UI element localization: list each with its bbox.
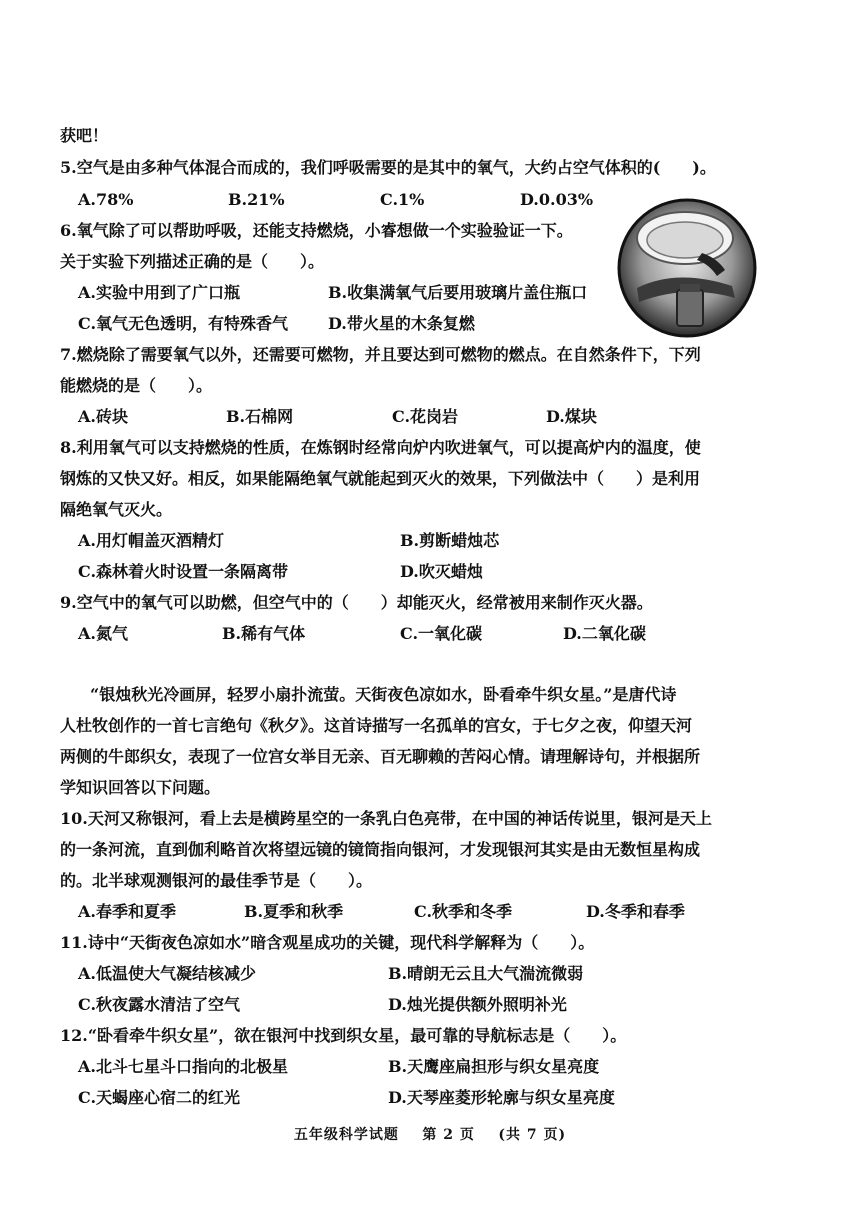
page-footer: 五年级科学试题 第 2 页 (共 7 页) (293, 1127, 567, 1143)
passage-line4: 学知识回答以下问题。 (60, 778, 221, 797)
q10-option-c: C.秋季和冬季 (414, 902, 513, 921)
q9-option-b: B.稀有气体 (222, 624, 306, 643)
q8-option-a: A.用灯帽盖灭酒精灯 (78, 531, 224, 550)
q11-stem: 11.诗中“天街夜色凉如水”暗含观星成功的关键，现代科学解释为（ ）。 (60, 933, 595, 952)
q11-option-a: A.低温使大气凝结核减少 (78, 964, 256, 983)
q8-option-d: D.吹灭蜡烛 (400, 562, 483, 581)
q7-stem-line2: 能燃烧的是（ ）。 (60, 376, 213, 395)
header-fragment: 获吧！ (60, 126, 109, 145)
q9-option-d: D.二氧化碳 (563, 624, 646, 643)
q12-option-b: B.天鹰座扁担形与织女星亮度 (388, 1057, 600, 1076)
q7-option-d: D.煤块 (546, 407, 597, 426)
q6-option-d: D.带火星的木条复燃 (328, 314, 475, 333)
q10-option-b: B.夏季和秋季 (244, 902, 344, 921)
q10-stem-line3: 的。北半球观测银河的最佳季节是（ ）。 (60, 871, 373, 890)
q10-stem-line2: 的一条河流，直到伽利略首次将望远镜的镜筒指向银河，才发现银河其实是由无数恒星构成 (60, 840, 701, 859)
q10-option-d: D.冬季和春季 (586, 902, 685, 921)
q5-option-c: C.1% (380, 190, 425, 209)
q6-option-b: B.收集满氧气后要用玻璃片盖住瓶口 (328, 283, 588, 302)
passage-line2: 人杜牧创作的一首七言绝句《秋夕》。这首诗描写一名孤单的宫女，于七夕之夜，仰望天河 (60, 716, 693, 735)
oxygen-experiment-photo (617, 198, 757, 338)
q6-option-c: C.氧气无色透明，有特殊香气 (78, 314, 289, 333)
q8-stem-line3: 隔绝氧气灭火。 (60, 500, 173, 519)
q11-option-b: B.晴朗无云且大气湍流微弱 (388, 964, 584, 983)
q11-option-c: C.秋夜露水清洁了空气 (78, 995, 241, 1014)
q8-stem-line1: 8.利用氧气可以支持燃烧的性质，在炼钢时经常向炉内吹进氧气，可以提高炉内的温度，使 (60, 438, 701, 457)
q9-option-a: A.氮气 (78, 624, 128, 643)
q10-option-a: A.春季和夏季 (78, 902, 176, 921)
q6-stem-line1: 6.氧气除了可以帮助呼吸，还能支持燃烧，小睿想做一个实验验证一下。 (60, 221, 573, 240)
q5-option-d: D.0.03% (520, 190, 594, 209)
q8-stem-line2: 钢炼的又快又好。相反，如果能隔绝氧气就能起到灭火的效果，下列做法中（ ）是利用 (60, 469, 701, 488)
q5-option-b: B.21% (228, 190, 285, 209)
q7-stem-line1: 7.燃烧除了需要氧气以外，还需要可燃物，并且要达到可燃物的燃点。在自然条件下，下列 (60, 345, 701, 364)
q5-option-a: A.78% (78, 190, 134, 209)
q8-option-b: B.剪断蜡烛芯 (400, 531, 500, 550)
q8-option-c: C.森林着火时设置一条隔离带 (78, 562, 289, 581)
q7-option-a: A.砖块 (78, 407, 128, 426)
passage-line1: “银烛秋光冷画屏，轻罗小扇扑流萤。天街夜色凉如水，卧看牵牛织女星。”是唐代诗 (90, 685, 677, 704)
q7-option-b: B.石棉网 (226, 407, 294, 426)
q12-option-a: A.北斗七星斗口指向的北极星 (78, 1057, 288, 1076)
q7-option-c: C.花岗岩 (392, 407, 459, 426)
q9-stem: 9.空气中的氧气可以助燃，但空气中的（ ）却能灭火，经常被用来制作灭火器。 (60, 593, 653, 612)
q6-stem-line2: 关于实验下列描述正确的是（ ）。 (60, 252, 325, 271)
passage-line3: 两侧的牛郎织女，表现了一位宫女举目无亲、百无聊赖的苦闷心情。请理解诗句，并根据所 (60, 747, 701, 766)
q5-stem: 5.空气是由多种气体混合而成的，我们呼吸需要的是其中的氧气，大约占空气体积的( )。 (60, 158, 716, 177)
q11-option-d: D.烛光提供额外照明补光 (388, 995, 567, 1014)
q12-option-d: D.天琴座菱形轮廓与织女星亮度 (388, 1088, 615, 1107)
q6-option-a: A.实验中用到了广口瓶 (78, 283, 240, 302)
q12-option-c: C.天蝎座心宿二的红光 (78, 1088, 241, 1107)
q9-option-c: C.一氧化碳 (400, 624, 483, 643)
q12-stem: 12.“卧看牵牛织女星”，欲在银河中找到织女星，最可靠的导航标志是（ ）。 (60, 1026, 627, 1045)
q10-stem-line1: 10.天河又称银河，看上去是横跨星空的一条乳白色亮带，在中国的神话传说里，银河是天上 (60, 809, 712, 828)
